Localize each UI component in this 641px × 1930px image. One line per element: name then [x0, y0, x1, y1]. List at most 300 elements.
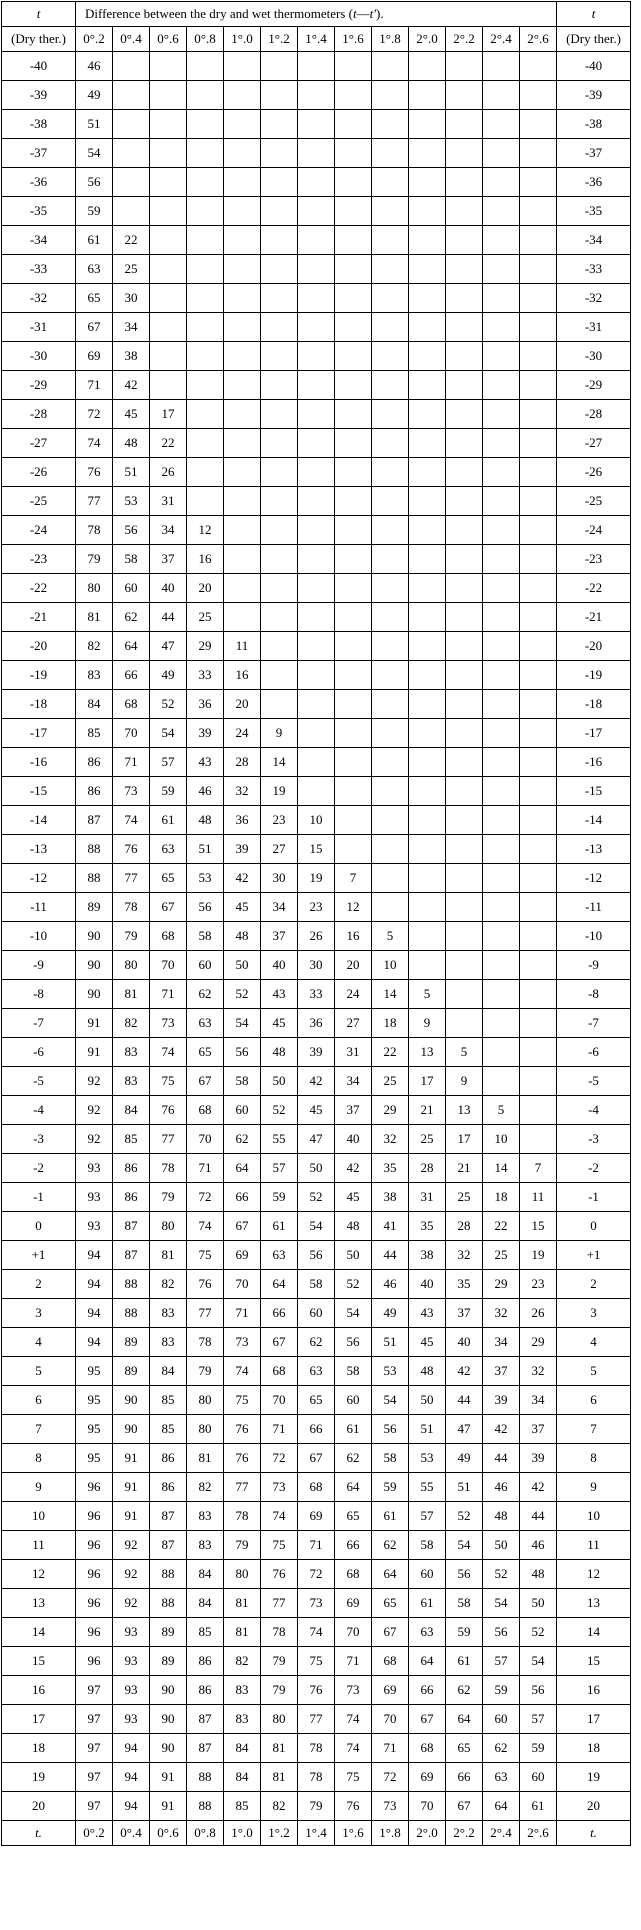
humidity-cell: 38 — [409, 1241, 446, 1270]
humidity-cell: 53 — [409, 1444, 446, 1473]
humidity-cell — [483, 284, 520, 313]
table-row — [2, 980, 631, 1009]
humidity-cell: 23 — [298, 893, 335, 922]
humidity-cell: 48 — [187, 806, 224, 835]
humidity-cell: 43 — [409, 1299, 446, 1328]
humidity-cell: 80 — [187, 1386, 224, 1415]
humidity-cell — [113, 139, 150, 168]
dry-temp-right: -5 — [557, 1067, 631, 1096]
humidity-cell — [224, 400, 261, 429]
humidity-cell — [409, 342, 446, 371]
dry-temp-left: -23 — [2, 545, 76, 574]
humidity-cell — [446, 690, 483, 719]
humidity-cell — [446, 168, 483, 197]
humidity-cell: 96 — [76, 1589, 113, 1618]
dry-temp-left: 3 — [2, 1299, 76, 1328]
humidity-cell: 90 — [76, 951, 113, 980]
table-caption: Difference between the dry and wet thermometers (t—t′). — [76, 2, 557, 27]
humidity-cell: 66 — [446, 1763, 483, 1792]
humidity-cell: 70 — [261, 1386, 298, 1415]
humidity-cell: 94 — [76, 1299, 113, 1328]
humidity-cell: 90 — [76, 980, 113, 1009]
humidity-cell — [520, 1038, 557, 1067]
humidity-cell — [409, 661, 446, 690]
humidity-cell: 90 — [150, 1734, 187, 1763]
humidity-cell: 94 — [113, 1792, 150, 1821]
humidity-cell: 52 — [520, 1618, 557, 1647]
humidity-cell: 34 — [150, 516, 187, 545]
dry-temp-left: -15 — [2, 777, 76, 806]
column-header-2: 0°.6 — [150, 27, 187, 52]
dry-temp-left: 16 — [2, 1676, 76, 1705]
humidity-cell — [372, 342, 409, 371]
humidity-cell: 97 — [76, 1705, 113, 1734]
humidity-cell: 88 — [187, 1792, 224, 1821]
humidity-cell: 72 — [298, 1560, 335, 1589]
humidity-cell — [409, 516, 446, 545]
humidity-cell — [224, 603, 261, 632]
humidity-cell — [372, 487, 409, 516]
humidity-cell: 78 — [150, 1154, 187, 1183]
humidity-cell: 84 — [187, 1560, 224, 1589]
humidity-cell — [335, 719, 372, 748]
humidity-cell — [520, 777, 557, 806]
humidity-cell: 92 — [76, 1067, 113, 1096]
humidity-cell — [520, 52, 557, 81]
column-header-9: 2°.0 — [409, 27, 446, 52]
dry-temp-right: -11 — [557, 893, 631, 922]
humidity-cell — [298, 226, 335, 255]
humidity-cell: 93 — [113, 1705, 150, 1734]
humidity-cell — [335, 226, 372, 255]
humidity-cell — [335, 690, 372, 719]
humidity-cell: 86 — [76, 777, 113, 806]
humidity-cell: 22 — [483, 1212, 520, 1241]
humidity-cell: 70 — [150, 951, 187, 980]
humidity-cell: 37 — [520, 1415, 557, 1444]
humidity-cell — [335, 400, 372, 429]
humidity-cell: 95 — [76, 1444, 113, 1473]
dry-temp-left: 11 — [2, 1531, 76, 1560]
humidity-cell — [187, 255, 224, 284]
humidity-cell: 83 — [113, 1038, 150, 1067]
dry-temp-right: -6 — [557, 1038, 631, 1067]
humidity-cell: 25 — [446, 1183, 483, 1212]
table-row — [2, 516, 631, 545]
humidity-cell: 76 — [113, 835, 150, 864]
humidity-cell: 57 — [261, 1154, 298, 1183]
humidity-cell — [187, 458, 224, 487]
dry-temp-left: 14 — [2, 1618, 76, 1647]
humidity-cell — [224, 255, 261, 284]
humidity-cell: 73 — [224, 1328, 261, 1357]
humidity-cell — [520, 951, 557, 980]
humidity-cell — [187, 52, 224, 81]
humidity-cell: 66 — [335, 1531, 372, 1560]
table-row — [2, 545, 631, 574]
humidity-cell: 64 — [372, 1560, 409, 1589]
humidity-cell — [113, 52, 150, 81]
humidity-cell: 20 — [187, 574, 224, 603]
dry-temp-left: -31 — [2, 313, 76, 342]
humidity-cell — [483, 168, 520, 197]
humidity-cell: 73 — [150, 1009, 187, 1038]
humidity-cell: 63 — [298, 1357, 335, 1386]
humidity-cell: 20 — [224, 690, 261, 719]
humidity-cell: 51 — [76, 110, 113, 139]
humidity-cell: 75 — [224, 1386, 261, 1415]
humidity-cell: 26 — [520, 1299, 557, 1328]
humidity-cell: 46 — [483, 1473, 520, 1502]
humidity-cell: 48 — [409, 1357, 446, 1386]
dry-temp-right: -12 — [557, 864, 631, 893]
humidity-cell: 52 — [298, 1183, 335, 1212]
humidity-cell — [224, 313, 261, 342]
humidity-cell: 74 — [224, 1357, 261, 1386]
humidity-cell: 66 — [113, 661, 150, 690]
humidity-cell: 71 — [224, 1299, 261, 1328]
dry-temp-left: -22 — [2, 574, 76, 603]
humidity-cell: 32 — [483, 1299, 520, 1328]
humidity-cell: 66 — [409, 1676, 446, 1705]
humidity-cell — [409, 864, 446, 893]
humidity-cell: 11 — [224, 632, 261, 661]
humidity-cell: 19 — [520, 1241, 557, 1270]
humidity-cell: 28 — [224, 748, 261, 777]
humidity-cell: 92 — [113, 1531, 150, 1560]
humidity-cell: 50 — [224, 951, 261, 980]
dry-temp-left: -13 — [2, 835, 76, 864]
dry-temp-left: 5 — [2, 1357, 76, 1386]
table-row — [2, 1386, 631, 1415]
humidity-cell — [187, 400, 224, 429]
humidity-cell — [150, 168, 187, 197]
humidity-cell: 27 — [261, 835, 298, 864]
humidity-cell: 58 — [372, 1444, 409, 1473]
humidity-cell: 48 — [520, 1560, 557, 1589]
humidity-cell: 61 — [150, 806, 187, 835]
dry-temp-right: 8 — [557, 1444, 631, 1473]
humidity-cell — [335, 255, 372, 284]
humidity-cell: 15 — [520, 1212, 557, 1241]
humidity-cell: 18 — [372, 1009, 409, 1038]
humidity-cell — [298, 603, 335, 632]
humidity-cell: 22 — [150, 429, 187, 458]
humidity-cell — [520, 81, 557, 110]
humidity-cell: 83 — [113, 1067, 150, 1096]
humidity-cell: 22 — [113, 226, 150, 255]
humidity-cell — [483, 1067, 520, 1096]
humidity-cell: 66 — [261, 1299, 298, 1328]
humidity-cell — [261, 574, 298, 603]
humidity-cell: 92 — [113, 1560, 150, 1589]
dry-temp-left: -30 — [2, 342, 76, 371]
table-row — [2, 1502, 631, 1531]
humidity-cell: 61 — [409, 1589, 446, 1618]
humidity-cell — [409, 255, 446, 284]
humidity-cell — [520, 197, 557, 226]
humidity-cell — [483, 690, 520, 719]
humidity-cell — [409, 197, 446, 226]
humidity-cell — [335, 806, 372, 835]
table-row — [2, 922, 631, 951]
humidity-cell — [372, 313, 409, 342]
humidity-cell: 45 — [224, 893, 261, 922]
dry-temp-right: -19 — [557, 661, 631, 690]
table-row — [2, 487, 631, 516]
humidity-cell: 29 — [483, 1270, 520, 1299]
humidity-cell — [520, 1096, 557, 1125]
humidity-cell — [372, 226, 409, 255]
humidity-cell — [372, 458, 409, 487]
humidity-cell: 25 — [409, 1125, 446, 1154]
humidity-cell: 50 — [520, 1589, 557, 1618]
humidity-cell — [224, 168, 261, 197]
humidity-cell — [372, 197, 409, 226]
humidity-cell: 38 — [113, 342, 150, 371]
humidity-cell: 48 — [224, 922, 261, 951]
column-header-12: 2°.6 — [520, 27, 557, 52]
dry-temp-left: 2 — [2, 1270, 76, 1299]
humidity-cell: 66 — [298, 1415, 335, 1444]
humidity-cell: 45 — [335, 1183, 372, 1212]
humidity-cell — [520, 168, 557, 197]
dry-temp-left: -7 — [2, 1009, 76, 1038]
humidity-cell: 70 — [335, 1618, 372, 1647]
humidity-cell: 60 — [335, 1386, 372, 1415]
humidity-cell: 64 — [483, 1792, 520, 1821]
humidity-cell: 9 — [446, 1067, 483, 1096]
humidity-cell: 39 — [483, 1386, 520, 1415]
humidity-cell: 62 — [298, 1328, 335, 1357]
humidity-cell — [261, 197, 298, 226]
humidity-cell — [409, 806, 446, 835]
humidity-cell — [446, 545, 483, 574]
humidity-cell: 32 — [446, 1241, 483, 1270]
humidity-cell — [520, 400, 557, 429]
humidity-cell: 77 — [76, 487, 113, 516]
dry-temp-left: +1 — [2, 1241, 76, 1270]
humidity-cell — [409, 719, 446, 748]
humidity-cell: 96 — [76, 1473, 113, 1502]
humidity-cell: 12 — [187, 516, 224, 545]
dry-temp-right: -18 — [557, 690, 631, 719]
humidity-cell: 74 — [187, 1212, 224, 1241]
humidity-cell — [372, 139, 409, 168]
humidity-cell — [520, 574, 557, 603]
humidity-cell: 38 — [372, 1183, 409, 1212]
humidity-cell — [409, 400, 446, 429]
humidity-cell: 81 — [187, 1444, 224, 1473]
humidity-cell — [483, 487, 520, 516]
humidity-cell: 44 — [483, 1444, 520, 1473]
humidity-cell — [298, 777, 335, 806]
table-row — [2, 1328, 631, 1357]
humidity-cell — [483, 1009, 520, 1038]
footer-row — [2, 1821, 631, 1846]
humidity-cell: 96 — [76, 1647, 113, 1676]
table-row — [2, 1270, 631, 1299]
humidity-cell: 64 — [335, 1473, 372, 1502]
humidity-cell — [261, 661, 298, 690]
humidity-cell — [409, 951, 446, 980]
humidity-cell — [483, 893, 520, 922]
humidity-cell — [446, 980, 483, 1009]
humidity-cell: 62 — [224, 1125, 261, 1154]
humidity-cell — [335, 661, 372, 690]
humidity-cell: 78 — [76, 516, 113, 545]
humidity-cell: 45 — [113, 400, 150, 429]
humidity-cell: 61 — [446, 1647, 483, 1676]
humidity-cell — [483, 661, 520, 690]
humidity-cell — [298, 487, 335, 516]
humidity-cell: 76 — [224, 1415, 261, 1444]
humidity-cell: 72 — [187, 1183, 224, 1212]
humidity-cell: 89 — [113, 1328, 150, 1357]
humidity-cell — [335, 371, 372, 400]
humidity-cell: 97 — [76, 1763, 113, 1792]
humidity-cell: 97 — [76, 1734, 113, 1763]
humidity-cell: 93 — [113, 1676, 150, 1705]
humidity-cell — [261, 603, 298, 632]
humidity-cell: 71 — [187, 1154, 224, 1183]
dry-temp-right: -35 — [557, 197, 631, 226]
humidity-cell: 40 — [409, 1270, 446, 1299]
table-row — [2, 748, 631, 777]
humidity-cell — [483, 719, 520, 748]
dry-temp-left: 19 — [2, 1763, 76, 1792]
humidity-cell — [224, 139, 261, 168]
dry-temp-right: -27 — [557, 429, 631, 458]
humidity-cell — [446, 748, 483, 777]
humidity-cell: 44 — [372, 1241, 409, 1270]
column-header-6: 1°.4 — [298, 27, 335, 52]
humidity-cell: 35 — [372, 1154, 409, 1183]
humidity-cell: 94 — [76, 1328, 113, 1357]
dry-temp-right: -1 — [557, 1183, 631, 1212]
humidity-cell: 84 — [113, 1096, 150, 1125]
column-header-5: 1°.2 — [261, 27, 298, 52]
humidity-cell: 80 — [261, 1705, 298, 1734]
humidity-cell: 59 — [76, 197, 113, 226]
humidity-cell — [446, 835, 483, 864]
t-footer-left: t. — [2, 1821, 76, 1846]
humidity-cell: 29 — [520, 1328, 557, 1357]
humidity-cell: 56 — [298, 1241, 335, 1270]
humidity-cell — [335, 545, 372, 574]
humidity-cell: 37 — [446, 1299, 483, 1328]
table-row — [2, 1415, 631, 1444]
humidity-cell: 39 — [298, 1038, 335, 1067]
humidity-cell — [520, 1067, 557, 1096]
dry-temp-left: -26 — [2, 458, 76, 487]
humidity-cell — [335, 748, 372, 777]
dry-temp-left: -17 — [2, 719, 76, 748]
humidity-cell: 71 — [150, 980, 187, 1009]
humidity-cell: 71 — [261, 1415, 298, 1444]
humidity-cell — [335, 429, 372, 458]
humidity-cell — [187, 284, 224, 313]
table-body — [2, 52, 631, 1821]
humidity-cell — [446, 226, 483, 255]
table-row — [2, 1792, 631, 1821]
humidity-cell: 7 — [520, 1154, 557, 1183]
dry-temp-left: -5 — [2, 1067, 76, 1096]
table-row — [2, 400, 631, 429]
humidity-cell — [335, 197, 372, 226]
humidity-cell: 83 — [150, 1299, 187, 1328]
humidity-cell — [520, 632, 557, 661]
table-row — [2, 110, 631, 139]
table-row — [2, 1676, 631, 1705]
humidity-cell: 79 — [113, 922, 150, 951]
humidity-cell: 69 — [298, 1502, 335, 1531]
table-row — [2, 893, 631, 922]
humidity-cell: 86 — [76, 748, 113, 777]
humidity-cell — [520, 690, 557, 719]
humidity-cell — [372, 661, 409, 690]
humidity-cell — [187, 313, 224, 342]
humidity-cell — [187, 81, 224, 110]
humidity-cell: 80 — [113, 951, 150, 980]
humidity-cell — [261, 110, 298, 139]
humidity-cell: 57 — [483, 1647, 520, 1676]
humidity-cell: 43 — [261, 980, 298, 1009]
humidity-cell: 73 — [372, 1792, 409, 1821]
table-row — [2, 1705, 631, 1734]
t-label-left: t — [2, 2, 76, 27]
humidity-cell: 59 — [520, 1734, 557, 1763]
humidity-cell: 58 — [113, 545, 150, 574]
humidity-cell — [446, 864, 483, 893]
humidity-cell: 81 — [76, 603, 113, 632]
dry-temp-right: 6 — [557, 1386, 631, 1415]
dry-temp-left: 10 — [2, 1502, 76, 1531]
humidity-cell: 46 — [187, 777, 224, 806]
humidity-cell: 81 — [113, 980, 150, 1009]
dry-temp-right: -31 — [557, 313, 631, 342]
dry-temp-right: -10 — [557, 922, 631, 951]
humidity-cell — [261, 284, 298, 313]
dry-temp-left: -21 — [2, 603, 76, 632]
humidity-cell: 51 — [113, 458, 150, 487]
humidity-cell: 77 — [113, 864, 150, 893]
humidity-cell: 83 — [187, 1502, 224, 1531]
humidity-cell: 52 — [224, 980, 261, 1009]
column-header-8: 1°.8 — [372, 27, 409, 52]
humidity-cell: 50 — [298, 1154, 335, 1183]
column-footer-1: 0°.4 — [113, 1821, 150, 1846]
humidity-cell: 96 — [76, 1502, 113, 1531]
humidity-cell: 85 — [224, 1792, 261, 1821]
humidity-cell: 82 — [76, 632, 113, 661]
dry-temp-left: -38 — [2, 110, 76, 139]
table-row — [2, 1647, 631, 1676]
humidity-cell — [335, 52, 372, 81]
dry-temp-left: 17 — [2, 1705, 76, 1734]
dry-temp-left: 9 — [2, 1473, 76, 1502]
humidity-cell: 39 — [224, 835, 261, 864]
humidity-cell: 65 — [298, 1386, 335, 1415]
humidity-cell: 64 — [409, 1647, 446, 1676]
humidity-cell: 34 — [483, 1328, 520, 1357]
table-row — [2, 1444, 631, 1473]
humidity-cell — [224, 52, 261, 81]
humidity-cell: 53 — [372, 1357, 409, 1386]
humidity-cell — [409, 777, 446, 806]
dry-temp-left: 4 — [2, 1328, 76, 1357]
humidity-cell: 67 — [298, 1444, 335, 1473]
